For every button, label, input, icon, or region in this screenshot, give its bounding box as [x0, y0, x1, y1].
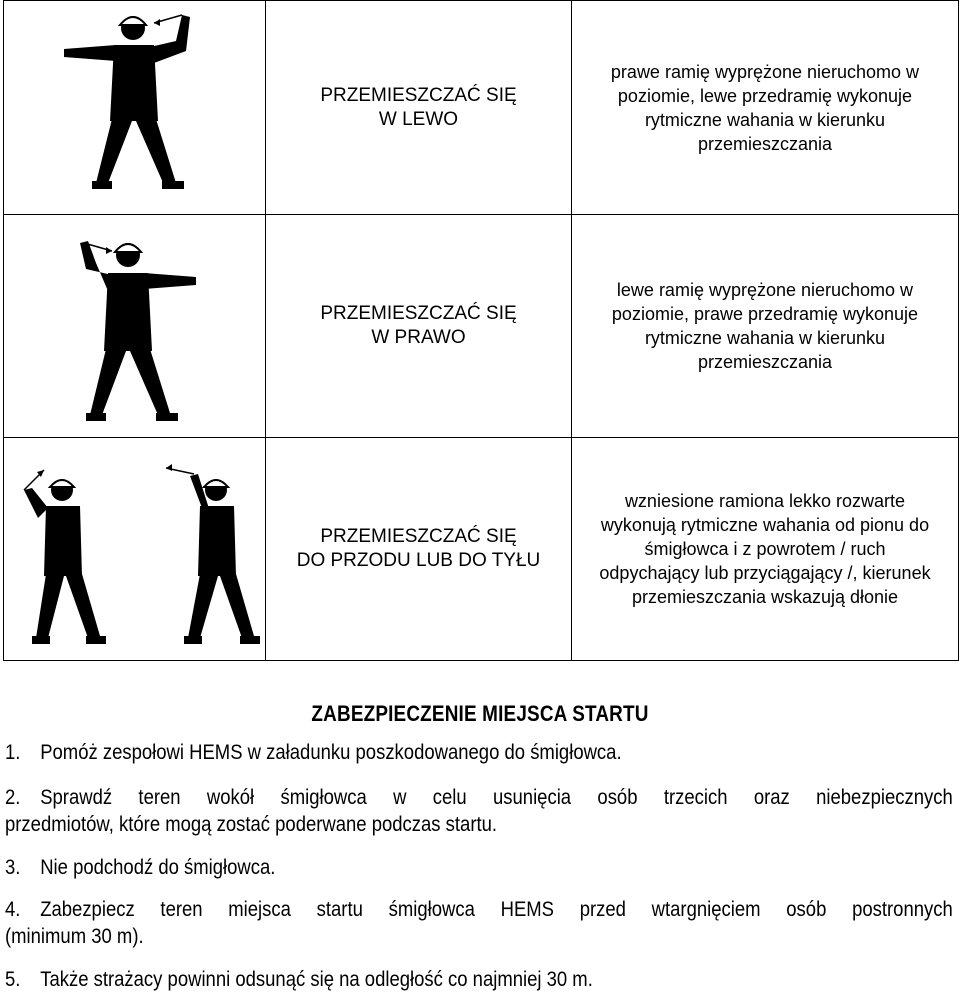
- signal-description-line: odpychający lub przyciągający /, kierunek: [599, 563, 931, 583]
- list-item: [5, 966, 953, 993]
- signal-description-line: rytmiczne wahania w kierunku: [644, 328, 886, 348]
- signal-description-line: rytmiczne wahania w kierunku: [644, 109, 886, 130]
- signal-description-line: poziomie, lewe przedramię wykonuje: [617, 85, 913, 106]
- list-item: [5, 739, 953, 766]
- figure-cell: [4, 215, 266, 438]
- signal-name-line: W PRAWO: [371, 327, 466, 348]
- list-item: [5, 854, 953, 881]
- signal-row-forward-back: [4, 438, 959, 661]
- signal-name-line: PRZEMIESZCZAĆ SIĘ: [320, 526, 517, 547]
- signal-description-line: wykonują rytmiczne wahania od pionu do: [600, 515, 930, 535]
- marshaller-right-icon: [4, 215, 265, 437]
- list-item-number: 2.: [5, 786, 21, 809]
- list-item-text: Także strażacy powinni odsunąć się na odległość co najmniej 30 m.: [40, 968, 593, 991]
- signal-description-line: lewe ramię wyprężone nieruchomo w: [616, 280, 914, 300]
- signal-name-line: W LEWO: [378, 108, 459, 130]
- list-item: [5, 896, 953, 950]
- signal-row-right: [4, 215, 959, 438]
- signals-table: [3, 0, 959, 661]
- list-item-text: (minimum 30 m).: [5, 925, 144, 948]
- signal-description-line: poziomie, prawe przedramię wykonuje: [611, 304, 919, 324]
- list-item-text: Pomóż zespołowi HEMS w załadunku poszkodowanego do śmigłowca.: [40, 741, 622, 764]
- signal-name: [266, 438, 572, 661]
- marshaller-left-icon: [4, 1, 265, 214]
- figure-cell: [4, 438, 266, 661]
- signal-description-line: wzniesione ramiona lekko rozwarte: [624, 491, 906, 511]
- signal-description-line: przemieszczania: [697, 352, 833, 372]
- list-item: [5, 784, 953, 838]
- list-item-text: Sprawdź teren wokół śmigłowca w celu usunięcia osób trzecich oraz niebezpiecznych: [40, 786, 953, 809]
- list-item-number: 4.: [5, 898, 21, 921]
- signal-name-line: PRZEMIESZCZAĆ SIĘ: [320, 303, 517, 324]
- marshaller-forward-back-icon: [4, 438, 265, 660]
- signal-description-line: przemieszczania wskazują dłonie: [631, 587, 899, 607]
- signal-name: [266, 215, 572, 438]
- signal-description: [572, 438, 959, 661]
- signal-description-line: prawe ramię wyprężone nieruchomo w: [610, 61, 920, 82]
- list-item-number: 3.: [5, 856, 21, 879]
- figure-cell: [4, 1, 266, 215]
- signal-name-line: DO PRZODU LUB DO TYŁU: [296, 550, 541, 571]
- signal-description: [572, 1, 959, 215]
- list-item-text: przedmiotów, które mogą zostać poderwane podczas startu.: [5, 813, 498, 836]
- takeoff-safety-section: [0, 700, 960, 728]
- section-title: ZABEZPIECZENIE MIEJSCA STARTU: [311, 701, 649, 726]
- signal-row-left: [4, 1, 959, 215]
- list-item-number: 1.: [5, 741, 21, 764]
- signal-description: [572, 215, 959, 438]
- signal-name-line: PRZEMIESZCZAĆ SIĘ: [320, 84, 517, 106]
- list-item-text: Zabezpiecz teren miejsca startu śmigłowca HEMS przed wtargnięciem osób postronnych: [40, 898, 953, 921]
- signal-name: [266, 1, 572, 215]
- list-item-number: 5.: [5, 968, 21, 991]
- signal-description-line: przemieszczania: [697, 133, 833, 154]
- list-item-text: Nie podchodź do śmigłowca.: [40, 856, 276, 879]
- signal-description-line: śmigłowca i z powrotem / ruch: [644, 539, 886, 559]
